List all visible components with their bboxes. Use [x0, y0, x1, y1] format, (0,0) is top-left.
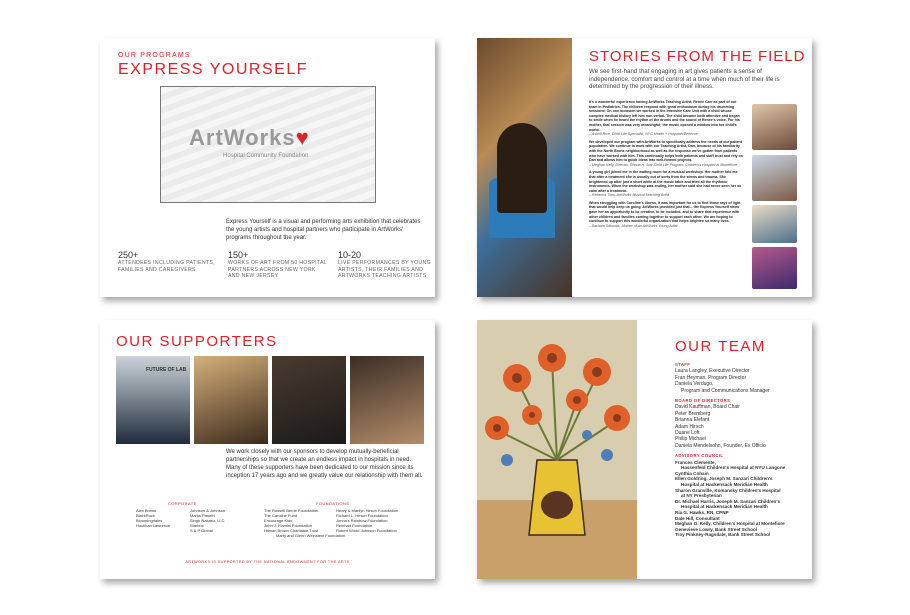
event-photo: [272, 356, 346, 444]
event-photo: [350, 356, 424, 444]
corporate-heading: CORPORATE: [168, 501, 197, 506]
stat-performances: 10-20 LIVE PERFORMANCES BY YOUNG ARTISTS, THEIR FAMILIES AND ARTWORKS TEACHING ARTISTS: [338, 250, 431, 280]
supporters-photo-strip: [116, 356, 424, 444]
page-title: OUR TEAM: [675, 338, 766, 355]
stat-works: 150+ WORKS OF ART FROM 50 HOSPITAL PARTNERS ACROSS NEW YORK AND NEW JERSEY: [228, 250, 327, 280]
thumbnail-photo: [752, 155, 797, 201]
thumbnail-photo: [752, 104, 797, 150]
page-title: OUR SUPPORTERS: [116, 333, 278, 350]
advisory-heading: ADVISORY COUNCIL: [675, 453, 724, 459]
staff-heading: STAFF: [675, 362, 691, 367]
page-footer: ARTWORKS IS SUPPORTED BY THE NATIONAL ENDOWMENT FOR THE ARTS: [185, 560, 350, 564]
quote: We developed our program with ArtWorks to specifically address the needs of our patient population. We continue to work with our Teaching Artist, Dan, because of his familiarity with the North Bronx neighborhood as well as the response we've gotten from patients who have worked with him. This continually helps both patients and staff trust and rely on Dan and allows him to guide ideas into well-formed projects. – Meghan Kelly, Director, Rhoda H. Star Child Life Program, Children's Hospital at Montefiore: [589, 139, 743, 167]
page-title: EXPRESS YOURSELF: [118, 61, 308, 78]
quote: It's a wonderful experience having ArtWorks Teaching Artist, Renee Carr as part of our team in Pediatrics. The children respond with great enthusiasm during his drumming sessions! On one occasion we worked in the Intensive Care Unit with a child whose complex medical history left him non-verbal. The child became both attentive and began to smile when he heard the rhythm of the drums and the sound of Renee's voice. For his mother, that session was very meaningful; the music opened a window into her child's world. – Ashrill Rice, Child Life Specialist, NYC Health + Hospitals/Bellevue: [589, 100, 740, 137]
corporate-list: Johnson & Johnson Marks Paneth Singh Nakasu, LLC Starbuc S & P Global: [190, 508, 226, 533]
foundations-list: The Russell Berrie Foundation The Caroline Fund Encourage Kids John J. Fiamini Foundation Hilman Brown Charitable Trust Marty and Glenn Weinstein Foundation: [264, 508, 346, 538]
lede-text: We see first-hand that engaging in art gives patients a sense of independence, comfort and control at a time when much of their life is determined by the progression of their illness.: [589, 68, 780, 91]
section-kicker: OUR PROGRAMS: [118, 52, 191, 59]
foundations-list: Henry & Marilyn Hirsch Foundation Richard L. Hirsch Foundation Jonna's Rainbow Foundation Reinhart Foundation Robert Wood Johnson Foundation: [336, 508, 399, 533]
supporter-lists: [116, 501, 426, 556]
event-photo: [194, 356, 268, 444]
quotes-list: [589, 100, 744, 231]
quote: A young girl joined me in the waiting room for a musical workshop. Her mother told me that after a treatment she is usually out of sorts from the stress and trauma. She brightened up after just a short while at the music table and tried all the rhythmic instruments. When the workshop was ending, her mother said she had never seen her so calm after a treatment. – Rebecca Tiles, ArtWorks Musical Teaching Artist: [589, 170, 742, 198]
body-text: We work closely with our sponsors to develop mutually-beneficial partnerships so that we create an endless impact in hospitals in need. Many of these supporters have been dedicated to our mission since its inception 17 years ago and we greatly value our relationship with them all.: [226, 449, 423, 479]
page-title: STORIES FROM THE FIELD: [589, 48, 806, 65]
stat-attendees: 250+ ATTENDEES INCLUDING PATIENTS, FAMILIES AND CAREGIVERS: [118, 250, 215, 273]
quote: When struggling with Caroline's illness, it was important for us to find those rays of light that would help keep us going. ArtWorks provided just that... the Express Yourself show gave her an opportunity to be creative, to be included, and to share that experience with other children and families coming together to support each other. We are hoping to continue to support this wonderful organization that helps brighten so many lives. – Barbara Sakoutis, Mother of an ArtWorks Young Artist: [589, 200, 741, 228]
event-photo: FUTURE OF LAB: [116, 356, 190, 444]
sunflower-painting: [477, 320, 637, 579]
team-list: STAFF Laura Langley, Executive Director Fran Heyman, Program Director Daniela Verdugo, Program and Communications Manager BOARD OF DIRECTORS David Kauffman, Board Chair Peter Bremberg Brianna Elefant Adam Hirsch Duane Loft Philip Michael Daniela Mendelsohn, Founder, Ex Officio ADVISORY COUNCIL Frances Clemente, Hassenfeld Children's Hospital at NYU Langone Cynthia Cohain Ellen Goldring, Joseph M. Sanzari Children's Hospital at Hackensack Meridian Health Sharon Granville, Komansky Children's Hospital at NY Presbyterian Dr. Michael Harris, Joseph M. Sanzari Children's Hospital at Hackensack Meridian Health Ria G. Hawks, RN, CPNP Dale Hill, Consultant Meghan O. Kelly, Children's Hospital at Montefiore Genevieve Lowry, Bank Street School Troy Pinkney-Ragsdale, Bank Street School: [675, 362, 810, 538]
page-express-yourself: [100, 38, 435, 297]
body-text: Express Yourself is a visual and performing arts exhibition that celebrates the young artists and hospital partners who participate in ArtWorks' programs throughout the year.: [226, 219, 421, 241]
heart-icon: ♥: [295, 125, 310, 150]
artist-photo: [477, 38, 572, 297]
corporate-list: Alex Brown BlackRock Bloomingdales Houlihan Lawrence: [136, 508, 171, 528]
artworks-logo: ArtWorks♥: [189, 125, 310, 150]
foundations-heading: FOUNDATIONS: [316, 501, 350, 506]
artworks-logo-photo: [160, 86, 376, 203]
page-stories: [477, 38, 812, 297]
page-our-team: [477, 320, 812, 579]
logo-subtitle: Hospital Community Foundation: [223, 153, 309, 159]
thumbnail-photo: [752, 205, 797, 243]
thumbnail-photo: [752, 247, 797, 289]
page-supporters: [100, 320, 435, 579]
board-heading: BOARD OF DIRECTORS: [675, 398, 731, 404]
